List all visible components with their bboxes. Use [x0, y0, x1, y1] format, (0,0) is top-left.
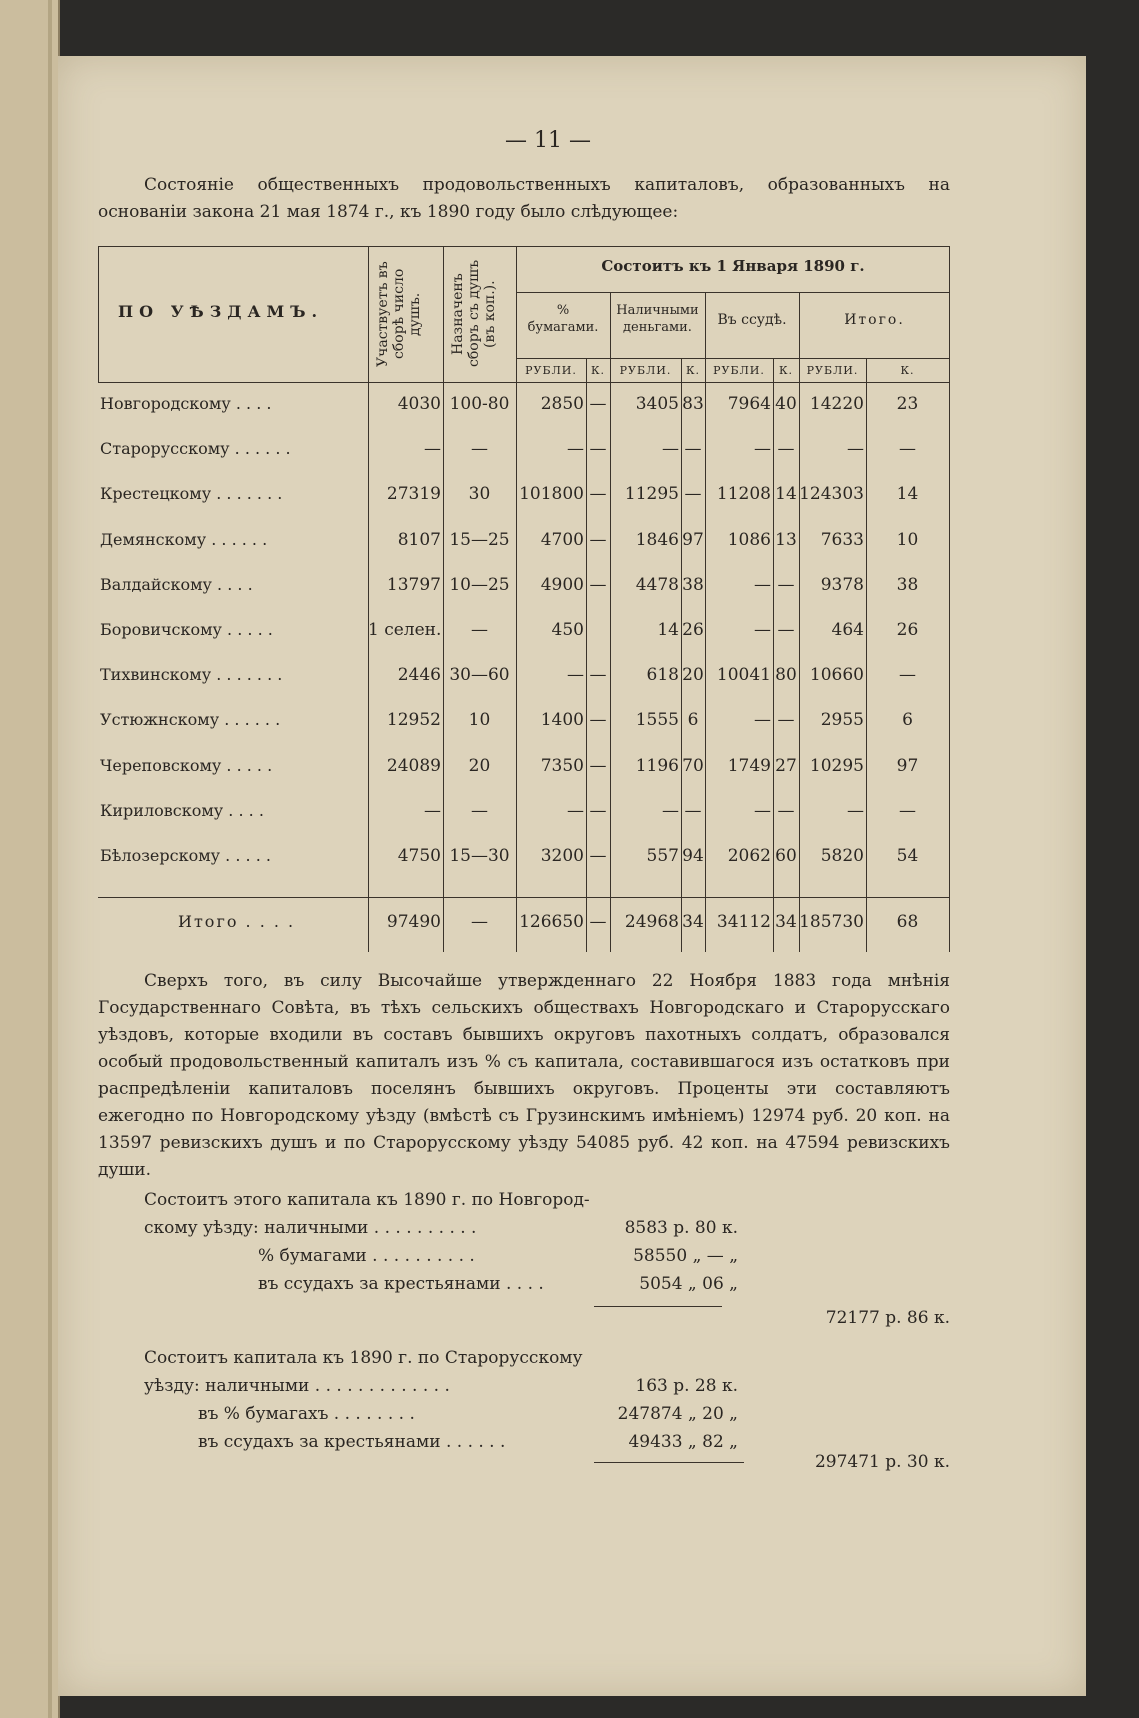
cell-tk: 23 — [896, 394, 919, 414]
summary1-rule — [594, 1306, 722, 1307]
cell-souls: 2446 — [397, 665, 441, 686]
participate-header: Участвуетъ въ сборѣ число душъ. — [375, 261, 423, 367]
summary1-line2: скому уѣзду: наличными . . . . . . . . . . — [144, 1218, 477, 1238]
unit-kop: К. — [778, 364, 793, 377]
cell-lr: 34112 — [716, 912, 771, 932]
cell-pk: — — [589, 484, 607, 505]
cell-ck: — — [684, 800, 702, 821]
cell-tk: 14 — [896, 484, 919, 505]
intro-paragraph: Состояніе общественныхъ продовольственныхъ капиталовъ, образованныхъ на основаніи закона 21 мая 1874 г., къ 1890 году было слѣдующее: — [98, 175, 950, 222]
table-left-rule — [98, 246, 99, 382]
cell-ck: 94 — [682, 846, 704, 866]
cell-pr: 101800 — [519, 484, 584, 505]
district-name: Старорусскому . . . . . . — [100, 439, 291, 459]
cell-levy: 15—25 — [449, 529, 510, 550]
col-loans-header: Въ ссудѣ. — [717, 312, 787, 328]
left-page-edge — [0, 0, 60, 1718]
cell-levy: 15—30 — [449, 846, 510, 866]
cell-levy: — — [471, 439, 488, 460]
cell-levy: 10—25 — [449, 574, 510, 595]
cell-tk: 6 — [902, 710, 913, 731]
cell-lr: 7964 — [727, 394, 771, 414]
cell-pr: 2850 — [540, 394, 584, 414]
summary2-rule — [594, 1462, 744, 1463]
summary2-line3: въ % бумагахъ . . . . . . . . — [198, 1404, 415, 1424]
summary2-loans: 49433 „ 82 „ — [628, 1432, 738, 1452]
cell-tk: 26 — [896, 620, 919, 640]
cell-cr: 1846 — [635, 529, 679, 550]
cell-tr: 9378 — [820, 574, 864, 595]
cell-pr: — — [567, 439, 584, 460]
cell-levy: — — [471, 800, 488, 821]
cell-souls: 4750 — [397, 846, 441, 866]
cell-pk: — — [589, 710, 607, 731]
cell-pr: 450 — [551, 620, 584, 640]
book-page — [58, 56, 1086, 1696]
units-rule — [516, 358, 950, 359]
header-bottom-rule — [98, 382, 950, 383]
cell-levy: 30 — [468, 484, 491, 505]
cell-lr: 1086 — [727, 529, 771, 550]
cell-cr: 557 — [646, 846, 679, 866]
cell-lk: 60 — [775, 846, 797, 866]
cell-souls: 8107 — [397, 529, 441, 550]
cell-tr: 10295 — [809, 755, 864, 776]
cell-pk: — — [589, 394, 607, 414]
cell-tk: 97 — [896, 755, 919, 776]
cell-lk: — — [777, 800, 795, 821]
cell-levy: 30—60 — [449, 665, 510, 686]
cell-lk: 80 — [775, 665, 797, 686]
summary1-total: 72177 р. 86 к. — [825, 1308, 950, 1328]
cell-cr: 24968 — [624, 912, 679, 932]
cell-tk: — — [899, 665, 916, 686]
cell-tr: 124303 — [799, 484, 864, 505]
cell-pr: — — [567, 665, 584, 686]
cell-pr: 4700 — [540, 529, 584, 550]
unit-rub: РУБЛИ. — [713, 364, 765, 377]
paragraph-2: Сверхъ того, въ силу Высочайше утвержденнаго 22 Ноября 1883 года мнѣнія Государственнаго Совѣта, въ тѣхъ сельскихъ обществахъ Новгородскаго и Старорусскаго уѣздовъ, которые входили въ составъ бывшихъ округовъ пахотныхъ солдатъ, образовался особый продовольственный капиталъ изъ % съ капитала, составившагося изъ остатковъ при распредѣленіи капиталовъ поселянъ бывшихъ округовъ. Проценты эти составляютъ ежегодно по Новгородскому уѣзду (вмѣстѣ съ Грузинскимъ имѣніемъ) 12974 руб. 20 коп. на 13597 ревизскихъ душъ и по Старорусскому уѣзду 54085 руб. 42 коп. на 47594 ревизскихъ души. — [98, 971, 950, 1180]
unit-kop: К. — [590, 364, 605, 377]
cell-tr: 185730 — [799, 912, 864, 932]
summary2-line2: уѣзду: наличными . . . . . . . . . . . . . — [144, 1376, 450, 1396]
district-name: Демянскому . . . . . . — [100, 529, 268, 549]
district-name: Крестецкому . . . . . . . — [100, 484, 283, 504]
status-header-rule — [516, 292, 950, 293]
cell-ck: 26 — [682, 620, 704, 640]
summary1-papers: 58550 „ — „ — [633, 1246, 738, 1266]
cell-souls: 97490 — [386, 912, 441, 932]
summary2-papers: 247874 „ 20 „ — [617, 1404, 738, 1424]
cell-souls: — — [424, 800, 441, 821]
cell-pr: 7350 — [540, 755, 584, 776]
cell-tr: 14220 — [809, 394, 864, 414]
district-name: Череповскому . . . . . — [100, 755, 273, 775]
cell-levy: — — [471, 912, 488, 932]
cell-tr: 7633 — [820, 529, 864, 550]
cell-cr: 14 — [657, 620, 679, 640]
cell-souls: — — [424, 439, 441, 460]
cell-ck: 6 — [687, 710, 699, 731]
cell-levy: 10 — [468, 710, 491, 731]
unit-rub: РУБЛИ. — [619, 364, 672, 377]
cell-ck: 38 — [682, 574, 704, 595]
cell-pk: — — [589, 439, 607, 460]
cell-tr: 464 — [831, 620, 864, 640]
summary2-line1: Состоитъ капитала къ 1890 г. по Старорусскому — [144, 1348, 583, 1368]
cell-lk: — — [777, 710, 795, 731]
cell-pk: — — [589, 846, 607, 866]
cell-souls: 24089 — [386, 755, 441, 776]
district-name: Устюжнскому . . . . . . — [100, 710, 281, 730]
summary1-line1: Состоитъ этого капитала къ 1890 г. по Новгород- — [144, 1190, 590, 1210]
cell-cr: 11295 — [624, 484, 679, 505]
cell-lk: — — [777, 439, 795, 460]
total-top-rule — [98, 897, 950, 898]
assigned-header: Назначенъ сборъ съ душъ (въ коп.). — [450, 260, 498, 368]
cell-souls: 1 селен. — [368, 620, 442, 640]
cell-cr: 1196 — [635, 755, 679, 776]
cell-lk: 34 — [775, 912, 797, 932]
cell-ck: 34 — [682, 912, 704, 932]
summary2-cash: 163 р. 28 к. — [635, 1376, 738, 1396]
district-name: Бѣлозерскому . . . . . — [100, 846, 271, 865]
cell-cr: — — [662, 439, 679, 460]
district-name: Тихвинскому . . . . . . . — [100, 665, 283, 685]
summary1-loans: 5054 „ 06 „ — [639, 1274, 738, 1294]
cell-ck: 70 — [682, 755, 704, 776]
capital-table — [98, 246, 950, 952]
cell-cr: 618 — [646, 665, 679, 686]
cell-levy: 20 — [468, 755, 491, 776]
cell-ck: — — [684, 484, 702, 505]
district-name: Новгородскому . . . . — [100, 394, 272, 413]
cell-cr: 4478 — [635, 574, 679, 595]
cell-lr: — — [754, 710, 771, 731]
district-name: Боровичскому . . . . . — [100, 620, 273, 639]
cell-lr: 10041 — [716, 665, 771, 686]
cell-cr: 1555 — [635, 710, 679, 731]
unit-rub: РУБЛИ. — [525, 364, 577, 377]
col-total-header: Итого. — [844, 312, 905, 328]
cell-lr: 1749 — [727, 755, 771, 776]
cell-tk: 38 — [896, 574, 919, 595]
cell-lr: 11208 — [716, 484, 771, 505]
cell-lk: — — [777, 620, 795, 640]
cell-cr: — — [662, 800, 679, 821]
summary1-cash: 8583 р. 80 к. — [624, 1218, 738, 1238]
unit-rub: РУБЛИ. — [806, 364, 859, 377]
cell-lk: 13 — [775, 529, 797, 550]
district-name: Кириловскому . . . . — [100, 800, 264, 820]
cell-pr: 4900 — [540, 574, 584, 595]
cell-ck: 20 — [682, 665, 704, 686]
cell-lr: — — [754, 439, 771, 460]
cell-pr: — — [567, 800, 584, 821]
cell-pr: 1400 — [540, 710, 584, 731]
cell-lr: — — [754, 620, 771, 640]
cell-pk: — — [589, 665, 607, 686]
cell-tr: 2955 — [820, 710, 864, 731]
summary1-line3: % бумагами . . . . . . . . . . — [258, 1246, 475, 1266]
cell-tk: — — [899, 800, 916, 821]
cell-lk: — — [777, 574, 795, 595]
cell-ck: — — [684, 439, 702, 460]
district-header: ПО УѢЗДАМЪ. — [118, 302, 324, 321]
unit-kop: К. — [685, 364, 700, 377]
cell-souls: 13797 — [386, 574, 441, 595]
col-papers-header: % бумагами. — [527, 303, 599, 335]
cell-pk: — — [589, 912, 607, 932]
cell-lr: 2062 — [727, 846, 771, 866]
cell-souls: 12952 — [386, 710, 441, 731]
cell-tr: 5820 — [820, 846, 864, 866]
page-number: — 11 — — [505, 128, 591, 153]
summary2-line4: въ ссудахъ за крестьянами . . . . . . — [198, 1432, 506, 1452]
cell-tr: 10660 — [809, 665, 864, 686]
cell-pk: — — [589, 800, 607, 821]
cell-levy: 100-80 — [449, 394, 510, 414]
cell-levy: — — [471, 620, 488, 640]
cell-tk: 54 — [896, 846, 919, 866]
summary1-line4: въ ссудахъ за крестьянами . . . . — [258, 1274, 544, 1294]
cell-tr: — — [847, 800, 864, 821]
cell-tr: — — [847, 439, 864, 460]
cell-pr: 126650 — [519, 912, 584, 932]
cell-ck: 97 — [682, 529, 704, 550]
cell-lr: — — [754, 574, 771, 595]
cell-cr: 3405 — [635, 394, 679, 414]
cell-souls: 4030 — [397, 394, 441, 414]
cell-pr: 3200 — [540, 846, 584, 866]
summary2-total: 297471 р. 30 к. — [814, 1452, 950, 1472]
district-name: Валдайскому . . . . — [100, 574, 253, 594]
status-header: Состоитъ къ 1 Января 1890 г. — [601, 257, 865, 275]
total-row-label: Итого . . . . — [178, 912, 296, 931]
cell-lk: 14 — [775, 484, 797, 505]
unit-kop: К. — [900, 364, 915, 377]
cell-lk: 40 — [775, 394, 797, 414]
cell-lr: — — [754, 800, 771, 821]
cell-tk: 68 — [896, 912, 919, 932]
cell-souls: 27319 — [386, 484, 441, 505]
cell-pk: — — [589, 755, 607, 776]
cell-tk: — — [899, 439, 916, 460]
cell-lk: 27 — [775, 755, 797, 776]
cell-ck: 83 — [682, 394, 704, 414]
col-cash-header: Наличными деньгами. — [616, 303, 699, 335]
cell-pk: — — [589, 529, 607, 550]
cell-pk: — — [589, 574, 607, 595]
table-top-rule — [98, 246, 950, 247]
cell-tk: 10 — [896, 529, 919, 550]
